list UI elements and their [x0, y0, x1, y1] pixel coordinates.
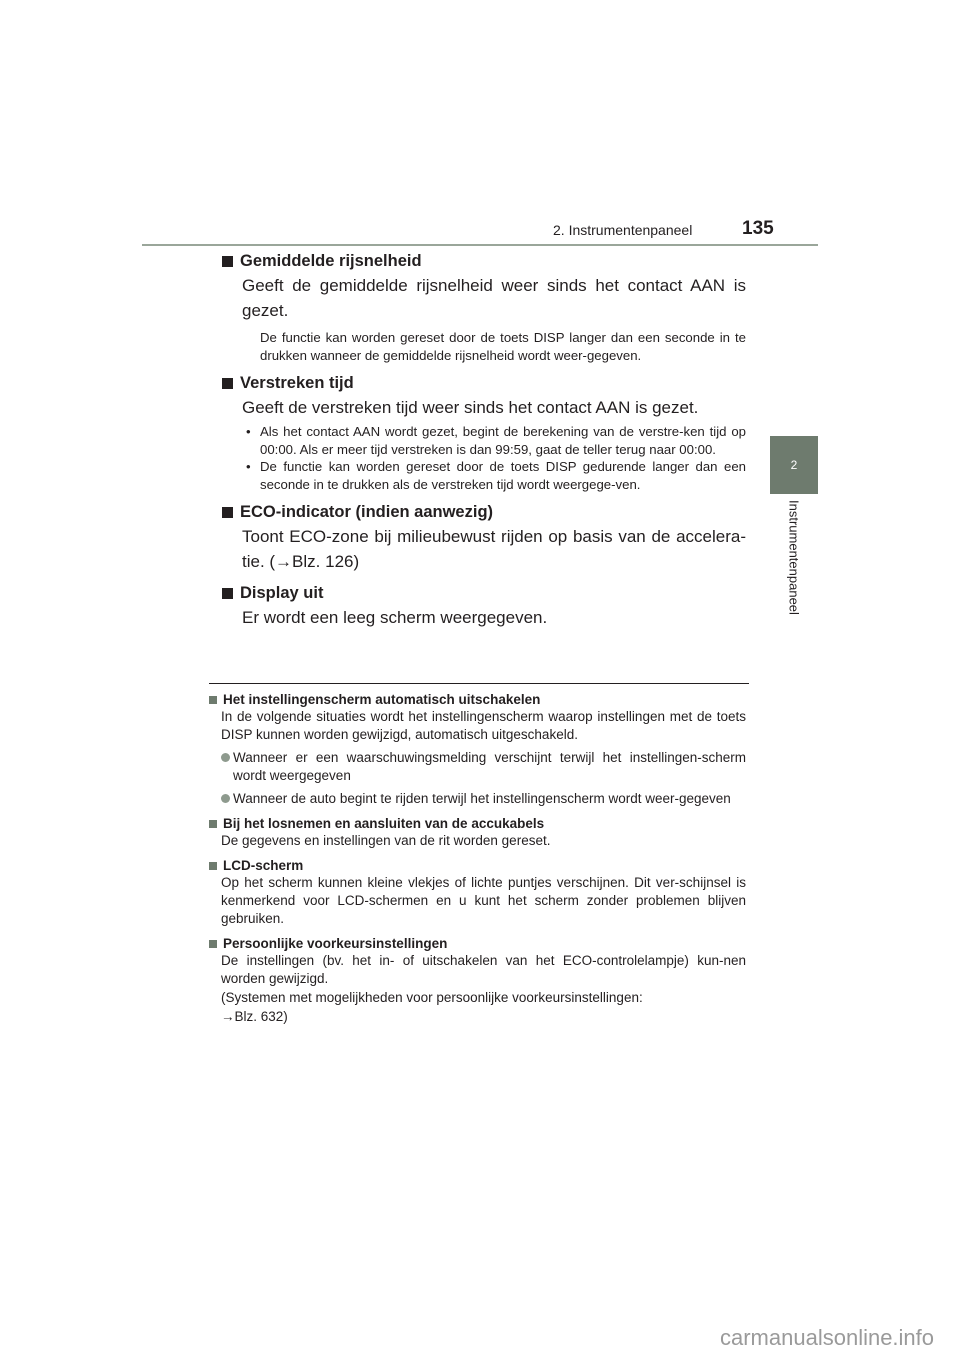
bullet-item: • Als het contact AAN wordt gezet, begint de berekening van de verstre-ken tijd op 00:00. Als er meer tijd verstreken is dan 99:59, gaat de teller terug naar 00:00. — [246, 423, 746, 458]
square-bullet-icon — [222, 507, 233, 518]
note-title: Bij het losnemen en aansluiten van de accukabels — [223, 816, 545, 831]
section-body: Er wordt een leeg scherm weergegeven. — [242, 608, 548, 627]
section-heading — [222, 503, 746, 522]
note-body: In de volgende situaties wordt het instellingenscherm waarop instellingen met de toets DISP kunnen worden gewijzigd, automatisch uitgeschakeld. — [221, 709, 746, 742]
bullet-list — [246, 423, 746, 493]
section-title: Gemiddelde rijsnelheid — [240, 252, 422, 270]
note-body-line: (Systemen met mogelijkheden voor persoonlijke voorkeursinstellingen: — [221, 990, 643, 1005]
chapter-tab[interactable]: 2 — [770, 436, 818, 494]
watermark-footer[interactable]: carmanualsonline.info — [720, 1325, 935, 1350]
note-body: De gegevens en instellingen van de rit worden gereset. — [221, 833, 551, 848]
note-body: De instellingen (bv. het in- of uitschakelen van het ECO-controlelampje) kun-nen worden gewijzigd. — [221, 953, 746, 986]
note-list-item: Wanneer de auto begint te rijden terwijl het instellingenscherm wordt weer-gegeven — [221, 790, 746, 808]
chapter-side-label-text: Instrumentenpaneel — [786, 500, 802, 615]
square-bullet-icon — [209, 940, 217, 948]
note-body: Op het scherm kunnen kleine vlekjes of lichte puntjes verschijnen. Dit ver-schijnsel is kenmerkend voor LCD-schermen en u kunt het scherm zonder problemen blijven gebruiken. — [221, 875, 746, 926]
section-heading — [222, 374, 746, 393]
square-bullet-icon — [209, 862, 217, 870]
section-body: Geeft de verstreken tijd weer sinds het contact AAN is gezet. — [242, 398, 699, 417]
note-heading — [209, 816, 746, 831]
note-title: Het instellingenscherm automatisch uitschakelen — [223, 692, 541, 707]
note-heading — [209, 858, 746, 873]
section-heading — [222, 252, 746, 271]
note-heading — [209, 692, 746, 707]
square-bullet-icon — [209, 820, 217, 828]
note-list-item: Wanneer er een waarschuwingsmelding verschijnt terwijl het instellingen-scherm wordt weergegeven — [221, 749, 746, 785]
bullet-item: • De functie kan worden gereset door de toets DISP gedurende langer dan een seconde in te drukken als de verstreken tijd wordt weergege-ven. — [246, 458, 746, 493]
note-list — [221, 749, 746, 808]
square-bullet-icon — [222, 256, 233, 267]
square-bullet-icon — [222, 588, 233, 599]
section-body: Geeft de gemiddelde rijsnelheid weer sinds het contact AAN is gezet. — [242, 276, 746, 320]
section-title: ECO-indicator (indien aanwezig) — [240, 503, 494, 521]
section-title: Display uit — [240, 584, 324, 602]
note-body-line: →Blz. 632) — [221, 1009, 288, 1024]
note-title: Persoonlijke voorkeursinstellingen — [223, 936, 448, 951]
running-header-section: 2. Instrumentenpaneel — [553, 222, 693, 238]
square-bullet-icon — [222, 378, 233, 389]
notes-block — [209, 692, 746, 1026]
page-number: 135 — [742, 218, 774, 239]
section-note: De functie kan worden gereset door de toets DISP langer dan een seconde in te drukken wanneer de gemiddelde rijsnelheid wordt weer-gegeven. — [260, 330, 746, 363]
note-heading — [209, 936, 746, 951]
note-title: LCD-scherm — [223, 858, 304, 873]
section-body: Toont ECO-zone bij milieubewust rijden op basis van de accelera-tie. (→Blz. 126) — [242, 527, 746, 571]
section-title: Verstreken tijd — [240, 374, 354, 392]
chapter-side-label — [784, 500, 804, 640]
header-rule — [142, 244, 818, 246]
main-content — [222, 252, 746, 630]
notes-divider — [209, 683, 749, 684]
section-heading — [222, 584, 746, 603]
square-bullet-icon — [209, 696, 217, 704]
